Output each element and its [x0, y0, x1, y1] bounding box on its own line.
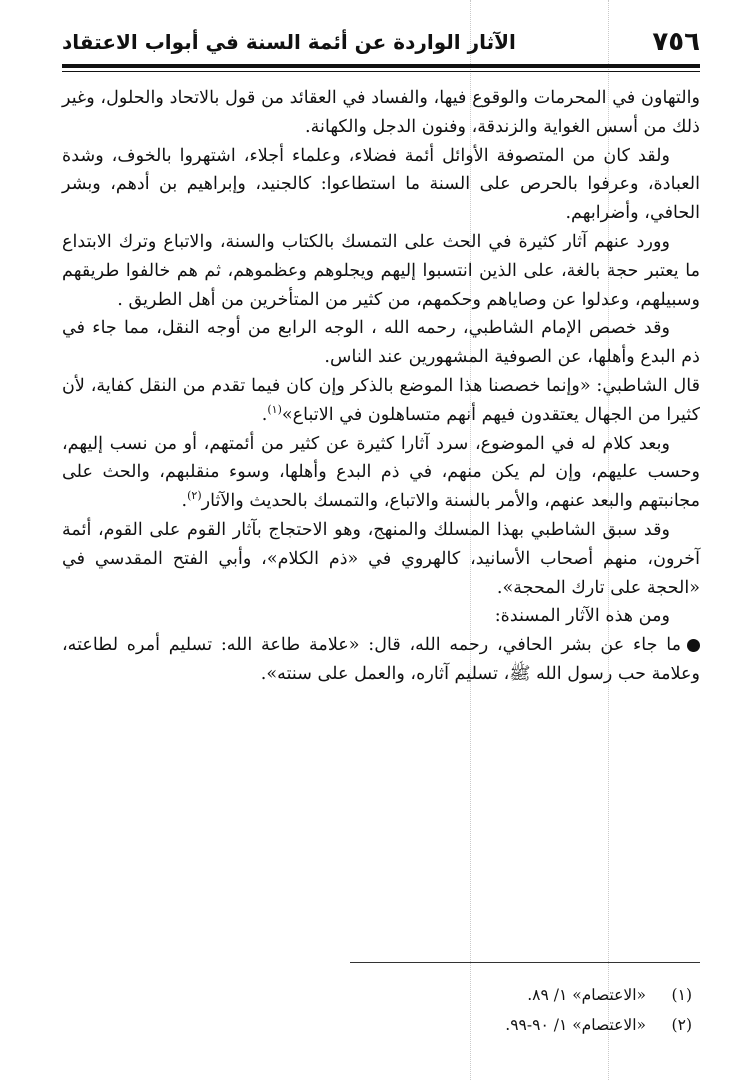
header-rule-thin: [62, 71, 700, 72]
footnote-rule: [350, 962, 700, 963]
footnote-text: «الاعتصام» ١/ ٩٠-٩٩.: [505, 1016, 646, 1034]
paragraph-text: قال الشاطبي: «وإنما خصصنا هذا الموضع بالذكر وإن كان فيما تقدم من النقل كفاية، لأن كثيرا من الجهال يعتقدون فيهم أنهم متساهلون في الاتباع»: [62, 375, 700, 425]
running-title: الآثار الواردة عن أئمة السنة في أبواب الاعتقاد: [62, 30, 516, 54]
footnote-number: (٢): [671, 1016, 692, 1034]
paragraph: وبعد كلام له في الموضوع، سرد آثارا كثيرة عن كثير من أئمتهم، أو من نسب إليهم، وحسب عليهم، وإن لم يكن منهم، في ذم البدع وأهلها، وسوء منقلبهم، والحث على مجانبتهم والبعد عنهم، والأمر بالسنة والاتباع، والتمسك بالحديث والآثار$^{(٢)}$.: [62, 433, 700, 512]
paragraph-text: وبعد كلام له في الموضوع، سرد آثارا كثيرة عن كثير من أئمتهم، أو من نسب إليهم، وحسب عليهم، وإن لم يكن منهم، في ذم البدع وأهلها، وسوء منقلبهم، والحث على مجانبتهم والبعد عنهم، والأمر بالسنة والاتباع، والتمسك بالحديث والآثار: [62, 433, 700, 512]
footnote: [62, 1010, 700, 1040]
header-rule: [62, 64, 700, 68]
footnote-ref[interactable]: (٢): [187, 489, 202, 503]
paragraph: وقد سبق الشاطبي بهذا المسلك والمنهج، وهو الاحتجاج بآثار القوم على القوم، أئمة آخرون، منهم أصحاب الأسانيد، كالهروي في «ذم الكلام»، وأبي الفتح المقدسي في «الحجة على تارك المحجة».: [62, 519, 700, 598]
footnote: [62, 980, 700, 1010]
bullet-icon: [687, 639, 700, 652]
main-text: [62, 84, 700, 689]
paragraph: وورد عنهم آثار كثيرة في الحث على التمسك بالكتاب والسنة، والاتباع وترك الابتداع ما يعتبر حجة بالغة، على الذين انتسبوا إليهم ويجلوهم وعظموهم، ثم هم خالفوا طريقهم وسبيلهم، وعدلوا عن وصاياهم وحكمهم، من كثير من المتأخرين من أهل الطريق .: [62, 231, 700, 310]
footnote-text: «الاعتصام» ١/ ٨٩.: [527, 986, 646, 1004]
quote-paragraph: قال الشاطبي: «وإنما خصصنا هذا الموضع بالذكر وإن كان فيما تقدم من النقل كفاية، لأن كثيرا من الجهال يعتقدون فيهم أنهم متساهلون في الاتباع»$^{(١)}$.: [62, 375, 700, 425]
footnote-number: (١): [671, 986, 692, 1004]
footnote-ref[interactable]: (١): [267, 402, 282, 416]
bullet-paragraph: [62, 631, 700, 689]
paragraph-text: ما جاء عن بشر الحافي، رحمه الله، قال: «علامة طاعة الله: تسليم أمره لطاعته، وعلامة حب رسول الله ﷺ، تسليم آثاره، والعمل على سنته».: [62, 635, 700, 684]
paragraph: وقد خصص الإمام الشاطبي، رحمه الله ، الوجه الرابع من أوجه النقل، مما جاء في ذم البدع وأهلها، عن الصوفية المشهورين عند الناس.: [62, 318, 700, 368]
footnotes: [62, 980, 700, 1040]
paragraph: ومن هذه الآثار المسندة:: [494, 606, 670, 627]
paragraph: ولقد كان من المتصوفة الأوائل أئمة فضلاء، وعلماء أجلاء، اشتهروا بالخوف، وشدة العبادة، وعرفوا بالحرص على السنة ما استطاعوا: كالجنيد، وإبراهيم بن أدهم، وبشر الحافي، وأضرابهم.: [62, 145, 700, 224]
paragraph: والتهاون في المحرمات والوقوع فيها، والفساد في العقائد من قول بالاتحاد والحلول، وغير ذلك من أسس الغواية والزندقة، وفنون الدجل والكهانة.: [62, 88, 700, 137]
page-header: [62, 24, 700, 60]
page-number: ٧٥٦: [652, 27, 700, 57]
